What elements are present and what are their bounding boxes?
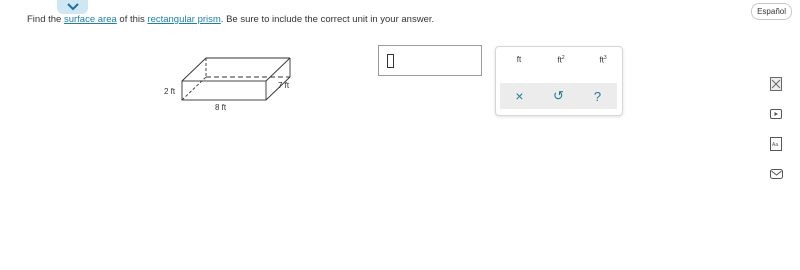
undo-button[interactable] [539, 83, 578, 109]
help-button[interactable] [578, 83, 617, 109]
unit-keypad [495, 46, 623, 116]
input-cursor [387, 54, 394, 68]
svg-text:Aa: Aa [772, 142, 779, 148]
unit-ft3-button[interactable]: $ft^3$ [599, 55, 607, 65]
answer-input[interactable] [378, 45, 482, 76]
close-icon: × [515, 88, 524, 104]
chevron-down-icon [67, 3, 79, 11]
collapse-toggle-button[interactable] [57, 0, 88, 14]
unit-ft-button[interactable]: ft [516, 55, 522, 64]
unit-ft2-button[interactable]: $ft^2$ [557, 55, 565, 65]
surface-area-link[interactable]: surface area [63, 14, 117, 25]
prompt-text: . Be sure to include the correct unit in your answer. [220, 14, 435, 25]
height-label: 2 ft [164, 87, 176, 96]
length-label: 8 ft [215, 103, 227, 112]
video-button[interactable] [768, 106, 784, 122]
prism-figure [155, 44, 305, 149]
video-icon [770, 109, 782, 119]
calculator-icon [770, 77, 782, 91]
calculator-button[interactable] [768, 76, 784, 92]
message-button[interactable] [768, 166, 784, 182]
width-label: 7 ft [278, 81, 290, 90]
glossary-button[interactable] [768, 136, 784, 152]
clear-button[interactable] [500, 83, 539, 109]
undo-icon: ↺ [553, 88, 564, 103]
help-icon: ? [593, 88, 602, 104]
prompt-text: of this [116, 14, 148, 25]
prompt-text: Find the [27, 14, 64, 25]
message-icon [770, 169, 783, 179]
glossary-icon [770, 137, 782, 151]
question-prompt [27, 14, 434, 25]
language-toggle-button[interactable]: Español [751, 3, 792, 20]
rectangular-prism-link[interactable]: rectangular prism [147, 14, 221, 25]
